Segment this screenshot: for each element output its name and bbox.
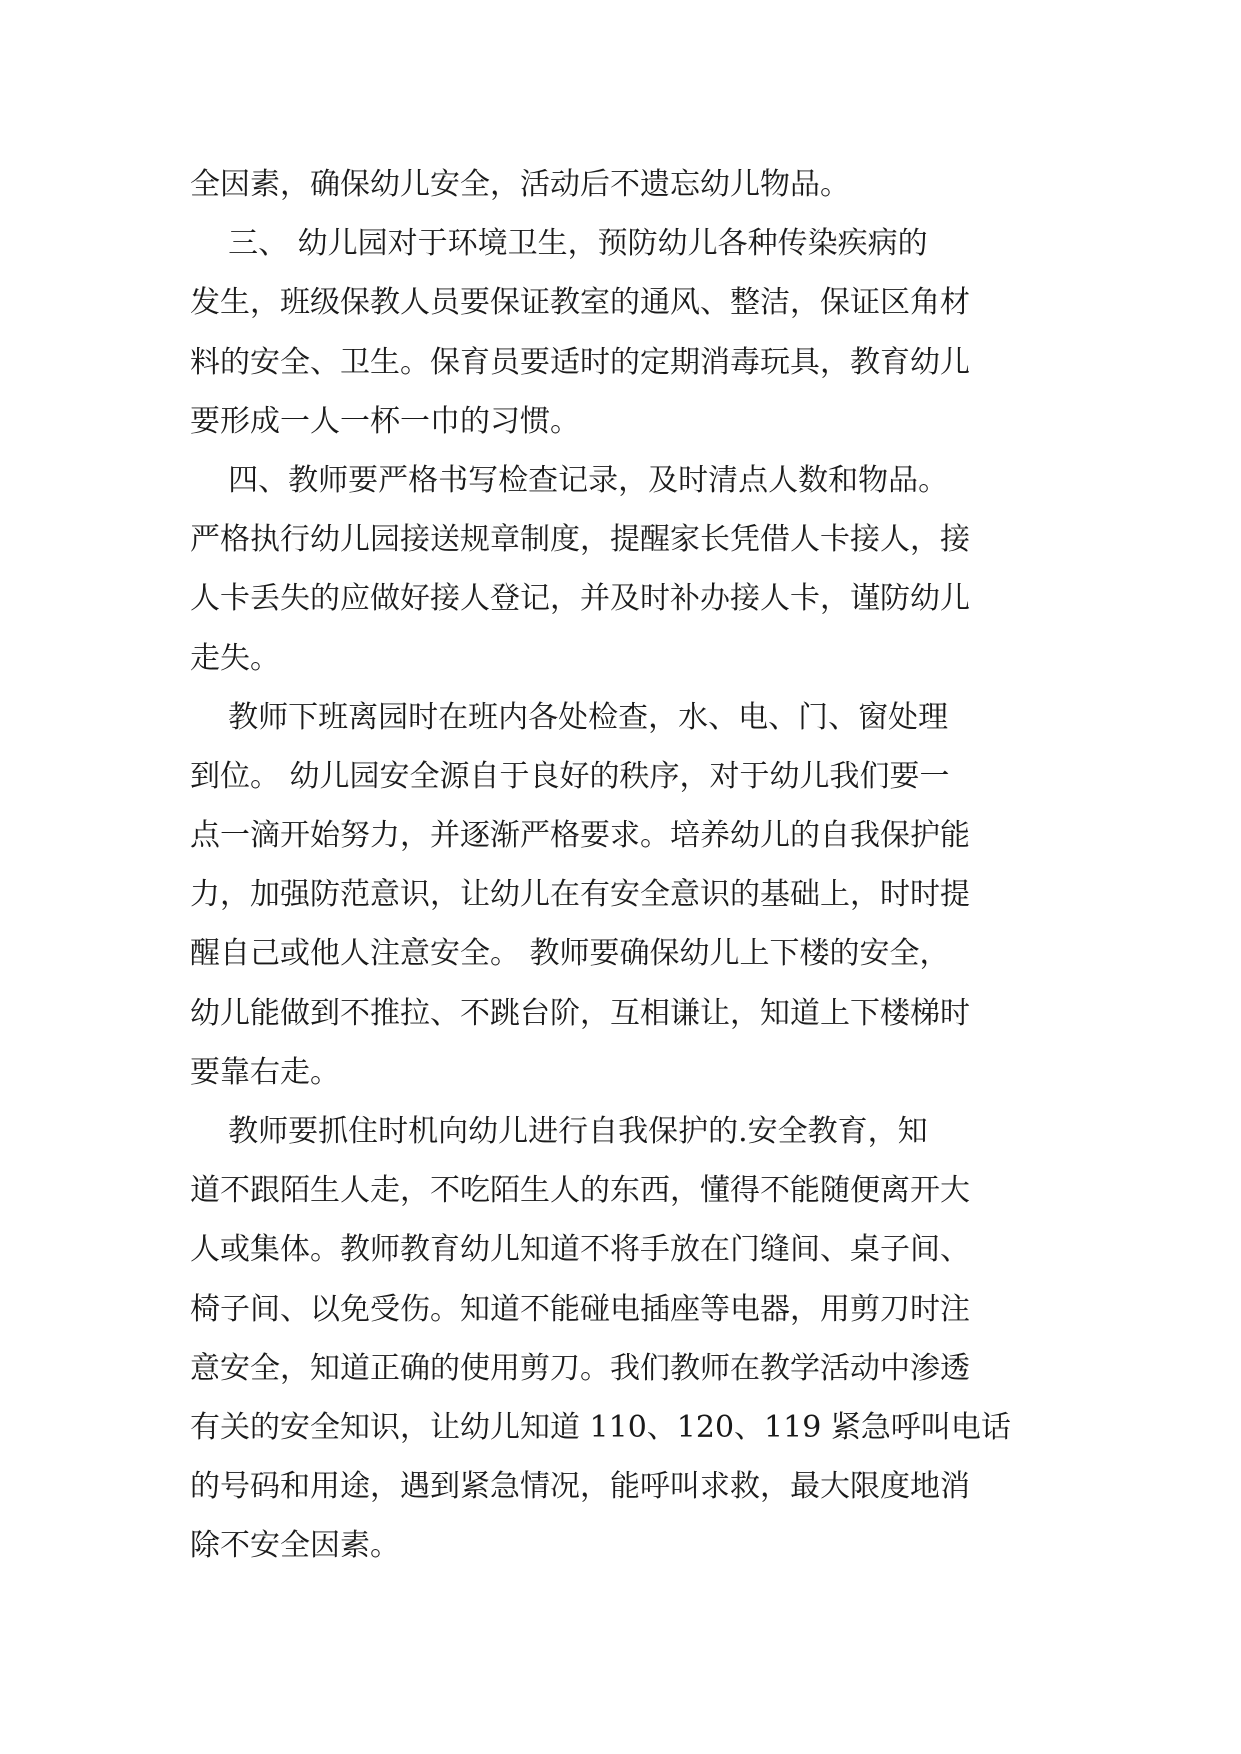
text-line: 醒自己或他人注意安全。 教师要确保幼儿上下楼的安全， bbox=[190, 936, 950, 972]
text-line: 要形成一人一杯一巾的习惯。 bbox=[190, 403, 580, 439]
text-line: 四、教师要严格书写检查记录，及时清点人数和物品。 bbox=[190, 462, 949, 498]
text-line: 全因素，确保幼儿安全，活动后不遗忘幼儿物品。 bbox=[190, 167, 850, 202]
text-line: 人或集体。教师教育幼儿知道不将手放在门缝间、桌子间、 bbox=[190, 1232, 970, 1268]
text-line: 有关的安全知识，让幼儿知道 110、120、119 紧急呼叫电话 bbox=[190, 1409, 1011, 1445]
text-line: 三、 幼儿园对于环境卫生，预防幼儿各种传染疾病的 bbox=[190, 226, 928, 262]
text-line: 力，加强防范意识，让幼儿在有安全意识的基础上，时时提 bbox=[190, 877, 970, 913]
text-line: 到位。 幼儿园安全源自于良好的秩序，对于幼儿我们要一 bbox=[190, 758, 950, 794]
text-line: 走失。 bbox=[190, 640, 280, 676]
document-body bbox=[190, 155, 1090, 1576]
text-line: 的号码和用途，遇到紧急情况，能呼叫求救，最大限度地消 bbox=[190, 1469, 970, 1505]
text-line: 道不跟陌生人走，不吃陌生人的东西，懂得不能随便离开大 bbox=[190, 1173, 970, 1209]
text-line: 意安全，知道正确的使用剪刀。我们教师在教学活动中渗透 bbox=[190, 1350, 970, 1386]
text-line: 人卡丢失的应做好接人登记，并及时补办接人卡，谨防幼儿 bbox=[190, 581, 970, 617]
text-line: 教师下班离园时在班内各处检查，水、电、门、窗处理 bbox=[190, 699, 949, 735]
text-line: 椅子间、以免受伤。知道不能碰电插座等电器，用剪刀时注 bbox=[190, 1291, 970, 1327]
text-line: 除不安全因素。 bbox=[190, 1528, 400, 1564]
text-line: 点一滴开始努力，并逐渐严格要求。培养幼儿的自我保护能 bbox=[190, 818, 970, 854]
text-line: 严格执行幼儿园接送规章制度，提醒家长凭借人卡接人，接 bbox=[190, 522, 970, 558]
text-line: 料的安全、卫生。保育员要适时的定期消毒玩具，教育幼儿 bbox=[190, 344, 970, 380]
text-line: 幼儿能做到不推拉、不跳台阶，互相谦让，知道上下楼梯时 bbox=[190, 995, 970, 1031]
text-line: 要靠右走。 bbox=[190, 1054, 340, 1090]
text-line: 发生，班级保教人员要保证教室的通风、整洁，保证区角材 bbox=[190, 285, 970, 321]
text-line: 教师要抓住时机向幼儿进行自我保护的.安全教育，知 bbox=[190, 1114, 928, 1149]
